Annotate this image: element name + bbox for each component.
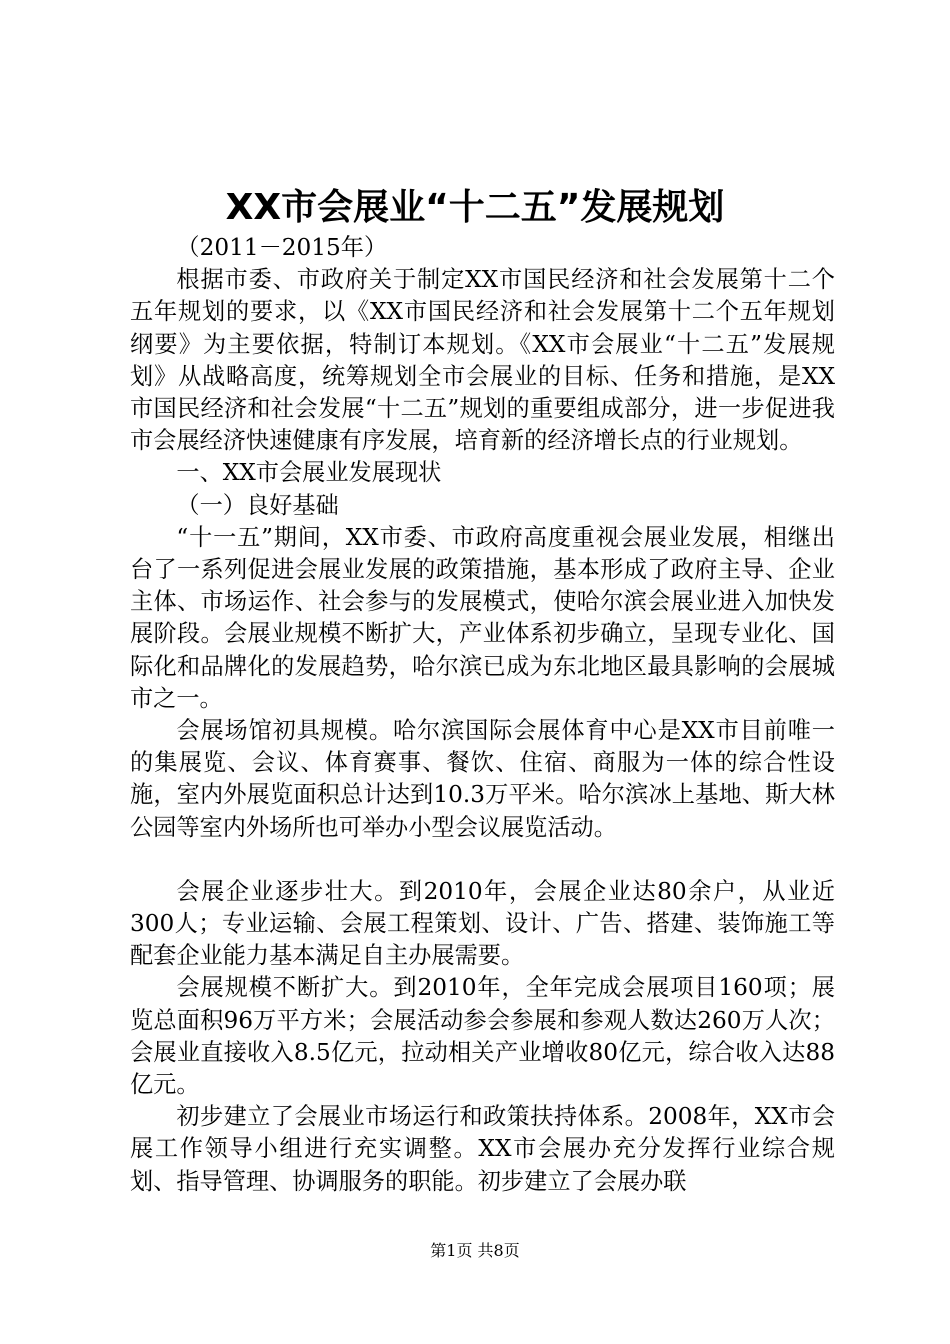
date-range: （2011－2015年） [176, 234, 388, 261]
blank-line [130, 844, 835, 876]
document-body [130, 232, 835, 1198]
paragraph-overview: “十一五”期间，XX市委、市政府高度重视会展业发展，相继出台了一系列促进会展业发展的政策措施，基本形成了政府主导、企业主体、市场运作、社会参与的发展模式，使哈尔滨会展业进入加快发展阶段。会展业规模不断扩大，产业体系初步确立，呈现专业化、国际化和品牌化的发展趋势，哈尔滨已成为东北地区最具影响的会展城市之一。 [130, 523, 835, 712]
paragraph-intro: 根据市委、市政府关于制定XX市国民经济和社会发展第十二个五年规划的要求，以《XX市国民经济和社会发展第十二个五年规划纲要》为主要依据，特制订本规划。《XX市会展业“十二五”发展规划》从战略高度，统筹规划全市会展业的目标、任务和措施，是XX市国民经济和社会发展“十二五”规划的重要组成部分，进一步促进我市会展经济快速健康有序发展，培育新的经济增长点的行业规划。 [130, 266, 835, 455]
paragraph-scale: 会展规模不断扩大。到2010年，全年完成会展项目160项；展览总面积96万平方米；会展活动参会参展和参观人数达260万人次；会展业直接收入8.5亿元，拉动相关产业增收80亿元，综合收入达88亿元。 [130, 974, 835, 1099]
page-number-footer: 第1页 共8页 [430, 1241, 520, 1260]
document-title: XX市会展业“十二五”发展规划 [225, 187, 725, 228]
section-heading: 一、XX市会展业发展现状 [176, 459, 442, 487]
paragraph-enterprises: 会展企业逐步壮大。到2010年，会展企业达80余户，从业近300人；专业运输、会展工程策划、设计、广告、搭建、装饰施工等配套企业能力基本满足自主办展需要。 [130, 877, 835, 970]
paragraph-venues: 会展场馆初具规模。哈尔滨国际会展体育中心是XX市目前唯一的集展览、会议、体育赛事、餐饮、住宿、商服为一体的综合性设施，室内外展览面积总计达到10.3万平米。哈尔滨冰上基地、斯大林公园等室内外场所也可举办小型会议展览活动。 [130, 717, 835, 841]
paragraph-policy: 初步建立了会展业市场运行和政策扶持体系。2008年，XX市会展工作领导小组进行充实调整。XX市会展办充分发挥行业综合规划、指导管理、协调服务的职能。初步建立了会展办联 [130, 1103, 835, 1195]
subsection-heading: （一）良好基础 [176, 491, 339, 519]
